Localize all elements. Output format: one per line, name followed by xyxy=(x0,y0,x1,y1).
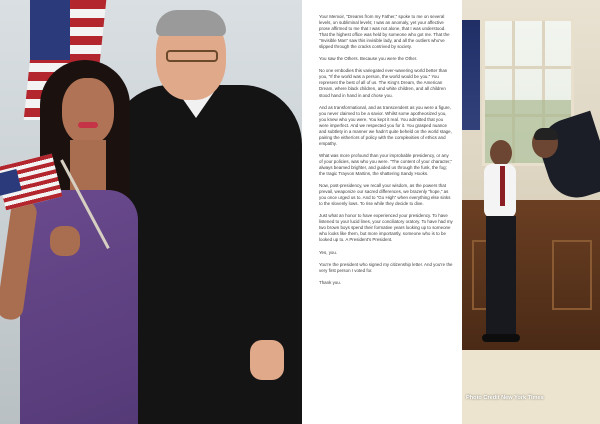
judge-hand xyxy=(250,340,284,380)
boy-shoes xyxy=(482,334,520,342)
flag-canton xyxy=(30,0,70,60)
letter-paragraph: You're the president who signed my citizenship letter. And you're the very first person I voted for. xyxy=(319,261,453,273)
desk-panel xyxy=(552,240,592,310)
letter-paragraph: No one embodies this variegated ever-wavering world better than you, "If the world was a person, the world would be you." You represent the best of all of us. The King's Dream, the American Dream, where black children, and white children, and all children stood hand in hand in and chose you. xyxy=(319,68,448,98)
judge-glasses xyxy=(166,50,218,62)
boy-tie xyxy=(500,166,505,206)
letter-paragraph: You saw the Others. Because you were the Other. xyxy=(319,56,418,62)
photo-credit: Photo Credit New York Times xyxy=(466,395,544,401)
letter-paragraph: Thank you. xyxy=(319,279,341,285)
woman-hand xyxy=(50,226,80,256)
letter-paragraph: Your Memoir, "Dreams from my Father," spoke to me on several levels, on subliminal levels; I was an anomaly, yet your affective prose affirmed to me that I was not alone, that I was understood. That the highest office was held by someone who got me. That the "Invisible Man" saw this invisible lady, and all the outliers who've slipped through the cracks contrived by society. xyxy=(319,14,450,50)
oval-office-photo xyxy=(462,0,600,424)
letter-paragraph: And as transformational, and as transcendent as you were a figure, you never claimed to be a savior. Whilst some apotheosized you, you knew who you were. You kept it real. You admitted that you were imperfect. And we respected you for it. You grasped nuance and subtlety in a manner we hadn't quite beheld on the world stage, pairing the either/ors of policy with the complexities of ethics and empathy. xyxy=(319,104,452,146)
office-floor xyxy=(462,350,600,424)
boy-pants xyxy=(486,216,516,336)
letter-text-column xyxy=(319,14,453,418)
letter-paragraph: What was more profound than your improbable presidency, or any of your policies, was who you were. "The content of your character," always beamed brighter, and guided us through the funk, the fog; the tragic Trayvon Martins, the shattering Sandy Hooks. xyxy=(319,152,453,177)
letter-paragraph: Just what an honor to have experienced your presidency. To have listened to your lucid lines, your conciliatory oratory. To have had my two brown boys spend their formative years looking up to someone who looks like them, but more importantly, someone who is to be looked up to. A President's President. xyxy=(319,213,453,243)
woman-purple-dress xyxy=(20,190,138,424)
boy-head xyxy=(490,140,512,166)
office-flag xyxy=(462,20,480,130)
man-hair xyxy=(534,128,558,140)
letter-paragraph: Yes, you. xyxy=(319,249,338,255)
judge-hair xyxy=(156,10,226,36)
woman-face xyxy=(62,78,114,144)
woman-lips xyxy=(78,122,98,128)
letter-paragraph: Now, post-presidency, we recall your wisdom, as the powers that prevail, weaponize our sacred differences, we brazenly "hope," as you once urged us to. And to "Go High" when everything else sinks to the slovenly lows. To rise while they decide to dive. xyxy=(319,183,451,207)
